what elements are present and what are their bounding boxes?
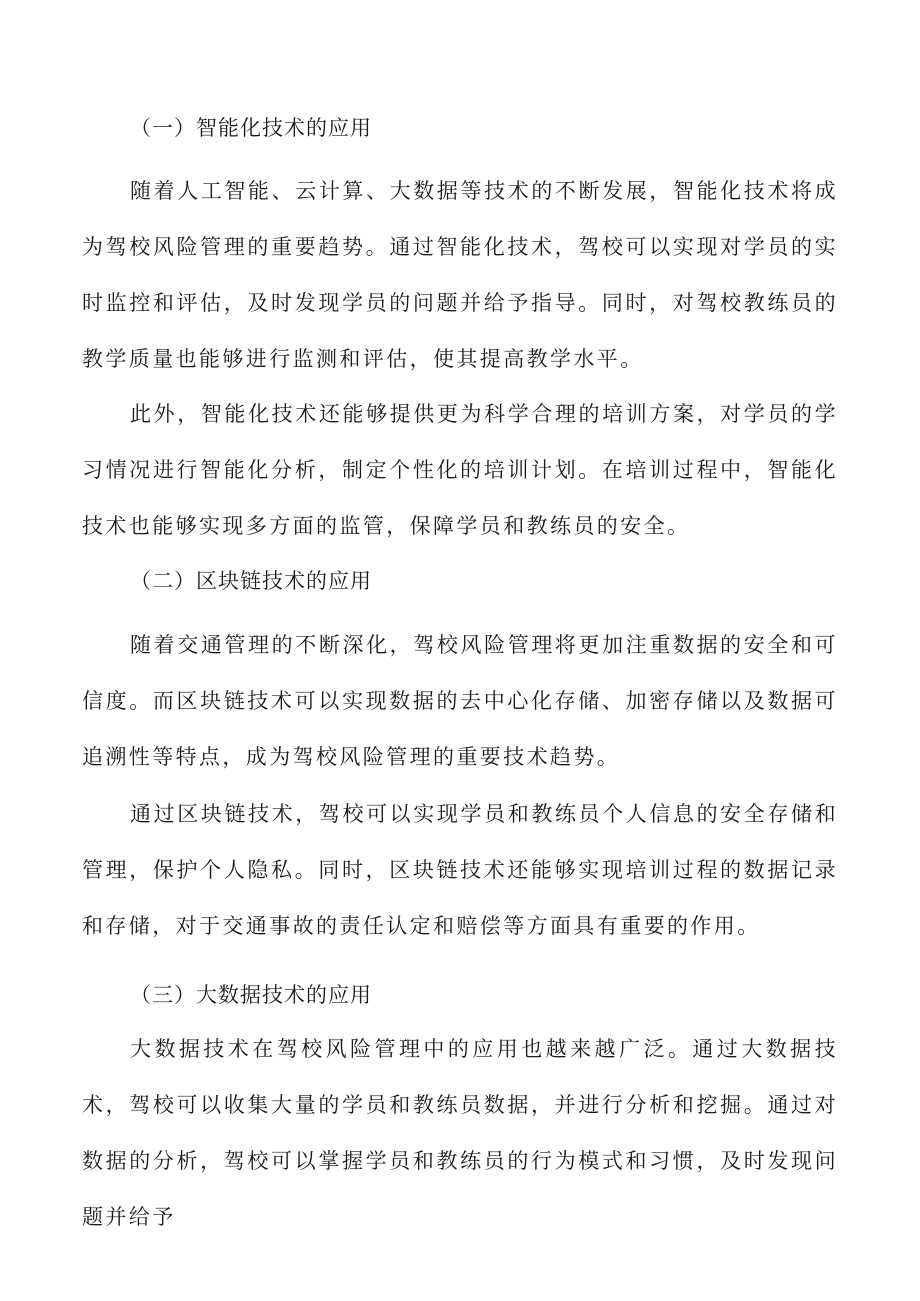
section-heading-1: （一）智能化技术的应用 [130,116,372,140]
section-2-paragraph-2: 通过区块链技术，驾校可以实现学员和教练员个人信息的安全存储和管理，保护个人隐私。同时，区块链技术还能够实现培训过程的数据记录和存储，对于交通事故的责任认定和赔偿等方面具有重要的作用。 [82,802,838,938]
section-1-paragraph-1: 随着人工智能、云计算、大数据等技术的不断发展，智能化技术将成为驾校风险管理的重要趋势。通过智能化技术，驾校可以实现对学员的实时监控和评估，及时发现学员的问题并给予指导。同时，对驾校教练员的教学质量也能够进行监测和评估，使其提高教学水平。 [82,179,838,371]
section-heading-2: （二）区块链技术的应用 [130,569,372,593]
section-3-paragraph-1: 大数据技术在驾校风险管理中的应用也越来越广泛。通过大数据技术，驾校可以收集大量的学员和教练员数据，并进行分析和挖掘。通过对数据的分析，驾校可以掌握学员和教练员的行为模式和习惯，及时发现问题并给予 [82,1037,838,1229]
section-1-paragraph-2: 此外，智能化技术还能够提供更为科学合理的培训方案，对学员的学习情况进行智能化分析，制定个性化的培训计划。在培训过程中，智能化技术也能够实现多方面的监管，保障学员和教练员的安全。 [82,402,838,538]
section-heading-3: （三）大数据技术的应用 [130,983,372,1007]
section-2-paragraph-1: 随着交通管理的不断深化，驾校风险管理将更加注重数据的安全和可信度。而区块链技术可以实现数据的去中心化存储、加密存储以及数据可追溯性等特点，成为驾校风险管理的重要技术趋势。 [82,633,838,769]
